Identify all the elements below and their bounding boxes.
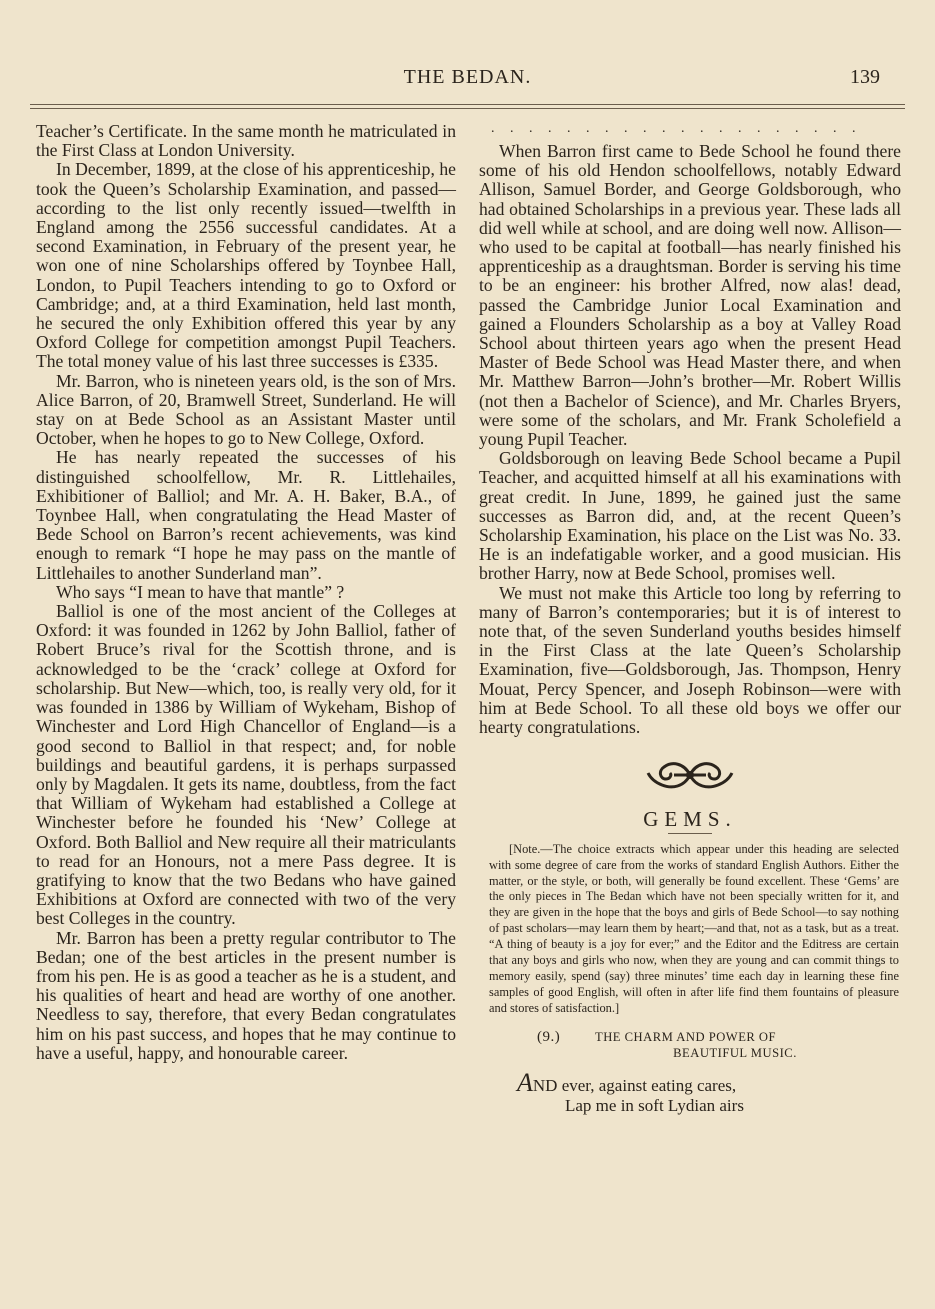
paragraph: In December, 1899, at the close of his apprenticeship, he took the Queen’s Scholarship Examination, and passed—according to the list only recently issued—twelfth in England among the 2556 successful candidates. At a second Examination, in February of the present year, he won one of nine Scholarships offered by Toynbee Hall, London, to Pupil Teachers intending to go to Oxford or Cambridge; and, at a third Examination, held last month, he secured the only Exhibition offered this year by any Oxford College for competition amongst Pupil Teachers. The total money value of his last three successes is £335.	[36, 159, 456, 372]
header-rule	[30, 104, 905, 105]
poem	[479, 1067, 901, 1116]
paragraph: Goldsborough on leaving Bede School became a Pupil Teacher, and acquitted himself at all his examinations with great credit. In June, 1899, he gained just the same successes as Barron did, and, at the recent Queen’s Scholarship Examination, his place on the List was No. 33. He is an indefatigable worker, and a good musician. His brother Harry, now at Bede School, promises well.	[479, 448, 901, 584]
header-rule-secondary	[30, 108, 905, 109]
title-rule	[668, 833, 712, 834]
ornament-icon	[479, 755, 901, 799]
left-column	[36, 122, 456, 1063]
poem-line-text: ND ever, against eating cares,	[532, 1075, 737, 1095]
running-head: THE BEDAN.	[403, 66, 532, 88]
section-title: GEMS.	[643, 806, 737, 831]
poem-number: (9.)	[537, 1028, 561, 1045]
paragraph: When Barron first came to Bede School he found there some of his old Hendon schoolfellows, notably Edward Allison, Samuel Border, and George Goldsborough, who had obtained Scholarships in a previous year. These lads all did well while at school, and are doing well now. Allison—who used to be capital at football—has nearly finished his apprenticeship as a draughtsman. Border is serving his time to be an engineer: his brother Alfred, now alas! dead, passed the Cambridge Junior Local Examination and gained a Flounders Scholarship as a boy at Valley Road School about thirteen years ago when the present Head Master of Bede School was Head Master there, and when Mr. Matthew Barron—John’s brother—Mr. Robert Willis (not then a Bachelor of Science), and Mr. Charles Bryers, were some of the scholars, and Mr. Frank Scholefield a young Pupil Teacher.	[479, 141, 901, 450]
paragraph: Mr. Barron has been a pretty regular contributor to The Bedan; one of the best articles in the present number is from his pen. He is as good a teacher as he is a student, and his qualities of heart and head are worthy of one another. Needless to say, therefore, that every Bedan congratulates him on his past success, and hopes that he may continue to have a useful, happy, and honourable career.	[36, 927, 456, 1063]
poem-line: Lap me in soft Lydian airs	[565, 1095, 744, 1115]
paragraph: Who says “I mean to have that mantle” ?	[56, 581, 345, 602]
right-column	[479, 122, 901, 1116]
paragraph: Teacher’s Certificate. In the same month he matriculated in the First Class at London University.	[36, 121, 456, 161]
poem-heading	[479, 1029, 901, 1061]
editor-note: [Note.—The choice extracts which appear under this heading are selected with some degree of care from the works of standard English Authors. Either the matter, or the style, or both, will generally be found excellent. These ‘Gems’ are the only pieces in The Bedan which have not been specially written for it, and they are given in the hope that the boys and girls of Bede School—to say nothing of past scholars—may learn them by heart;—and that, not as a task, but as a treat. “A thing of beauty is a joy for ever;” and the Editor and the Editress are certain that any boys and girls who now, when they are young and can commit things to memory easily, spend (say) three minutes’ time each day in learning these fine samples of good English, will often in after life find them fountains of pleasure and stores of satisfaction.]	[489, 841, 899, 1015]
page-number: 139	[850, 66, 880, 88]
drop-cap: A	[517, 1067, 533, 1097]
poem-title-line: BEAUTIFUL MUSIC.	[673, 1045, 797, 1060]
paragraph: We must not make this Article too long by referring to many of Barron’s contemporaries; but it is of interest to note that, of the seven Sunderland youths besides himself in the First Class at the late Queen’s Scholarship Examination, five—Goldsborough, Jas. Thompson, Henry Mouat, Percy Spencer, and Joseph Robinson—were with him at Bede School. To all these old boys we offer our hearty congratulations.	[479, 582, 901, 738]
poem-line	[517, 1067, 901, 1097]
paragraph: Balliol is one of the most ancient of the Colleges at Oxford: it was founded in 1262 by John Balliol, father of Robert Bruce’s rival for the Scottish throne, and is acknowledged to be the ‘crack’ college at Oxford for scholarship. But New—which, too, is really very old, for it was founded in 1386 by William of Wykeham, Bishop of Winchester and Lord High Chancellor of England—is a good second to Balliol in that respect; and, for noble buildings and beautiful gardens, it is perhaps surpassed only by Magdalen. It gets its name, doubtless, from the fact that William of Wykeham had established a College at Winchester before he founded his ‘New’ College at Oxford. Both Balliol and New require all their matriculants to read for an Honours, not a mere Pass degree. It is gratifying to know that the two Bedans who have gained Exhibitions at Oxford are connected with two of the very best Colleges in the country.	[36, 601, 456, 929]
paragraph: Mr. Barron, who is nineteen years old, is the son of Mrs. Alice Barron, of 20, Bramwell Street, Sunderland. He will stay on at Bede School as an Assistant Master until October, when he hopes to go to New College, Oxford.	[36, 370, 456, 449]
paragraph: He has nearly repeated the successes of his distinguished schoolfellow, Mr. R. Littlehailes, Exhibitioner of Balliol; and Mr. A. H. Baker, B.A., of Toynbee Hall, when congratulating the Head Master of Bede School on Barron’s recent achievements, was kind enough to remark “I hope he may pass on the mantle of Littlehailes to another Sunderland man”.	[36, 447, 456, 583]
poem-title-line: THE CHARM AND POWER OF	[595, 1029, 777, 1044]
dotted-separator: . . . . . . . . . . . . . . . . . . . .	[491, 121, 862, 136]
